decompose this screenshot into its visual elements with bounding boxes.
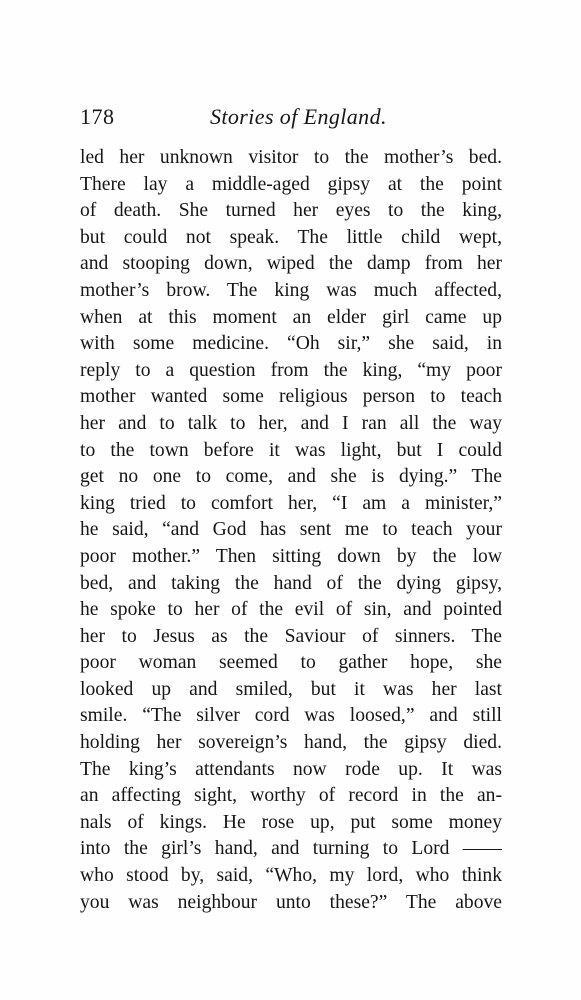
- text-line: bed, and taking the hand of the dying gipsy,: [80, 572, 502, 594]
- text-line: mother wanted some religious person to teach: [80, 386, 502, 408]
- running-title: Stories of England.: [210, 104, 387, 129]
- text-line: her and to talk to her, and I ran all the way: [80, 412, 502, 434]
- text-line: smile. “The silver cord was loosed,” and still: [80, 705, 502, 727]
- text-line: mother’s brow. The king was much affected,: [80, 279, 502, 301]
- text-line: you was neighbour unto these?” The above: [80, 891, 502, 913]
- text-line: There lay a middle-aged gipsy at the point: [80, 173, 502, 195]
- text-line: holding her sovereign’s hand, the gipsy died.: [80, 732, 502, 754]
- text-line: poor woman seemed to gather hope, she: [80, 652, 502, 674]
- text-line: her to Jesus as the Saviour of sinners. The: [80, 625, 502, 647]
- running-head: [80, 104, 502, 132]
- text-line: king tried to comfort her, “I am a minister,”: [80, 492, 502, 514]
- text-line: led her unknown visitor to the mother’s bed.: [80, 147, 502, 168]
- text-line: nals of kings. He rose up, put some money: [80, 811, 502, 833]
- text-line: with some medicine. “Oh sir,” she said, in: [80, 333, 502, 355]
- text-line: The king’s attendants now rode up. It was: [80, 758, 502, 780]
- text-line: into the girl’s hand, and turning to Lord ——: [80, 838, 502, 860]
- text-line: looked up and smiled, but it was her last: [80, 678, 502, 700]
- text-line: but could not speak. The little child wept,: [80, 226, 502, 248]
- text-line: poor mother.” Then sitting down by the low: [80, 545, 502, 567]
- text-line: an affecting sight, worthy of record in the an-: [80, 785, 502, 807]
- text-line: to the town before it was light, but I could: [80, 439, 502, 461]
- text-line: when at this moment an elder girl came up: [80, 306, 502, 328]
- text-line: and stooping down, wiped the damp from her: [80, 253, 502, 275]
- text-line: of death. She turned her eyes to the king,: [80, 200, 502, 222]
- text-line: he spoke to her of the evil of sin, and pointed: [80, 599, 502, 621]
- text-line: he said, “and God has sent me to teach your: [80, 519, 502, 541]
- body-text: [80, 145, 502, 916]
- text-line: get no one to come, and she is dying.” The: [80, 466, 502, 488]
- page-number: 178: [80, 104, 115, 129]
- text-line: who stood by, said, “Who, my lord, who think: [80, 865, 502, 887]
- text-line: reply to a question from the king, “my poor: [80, 359, 502, 381]
